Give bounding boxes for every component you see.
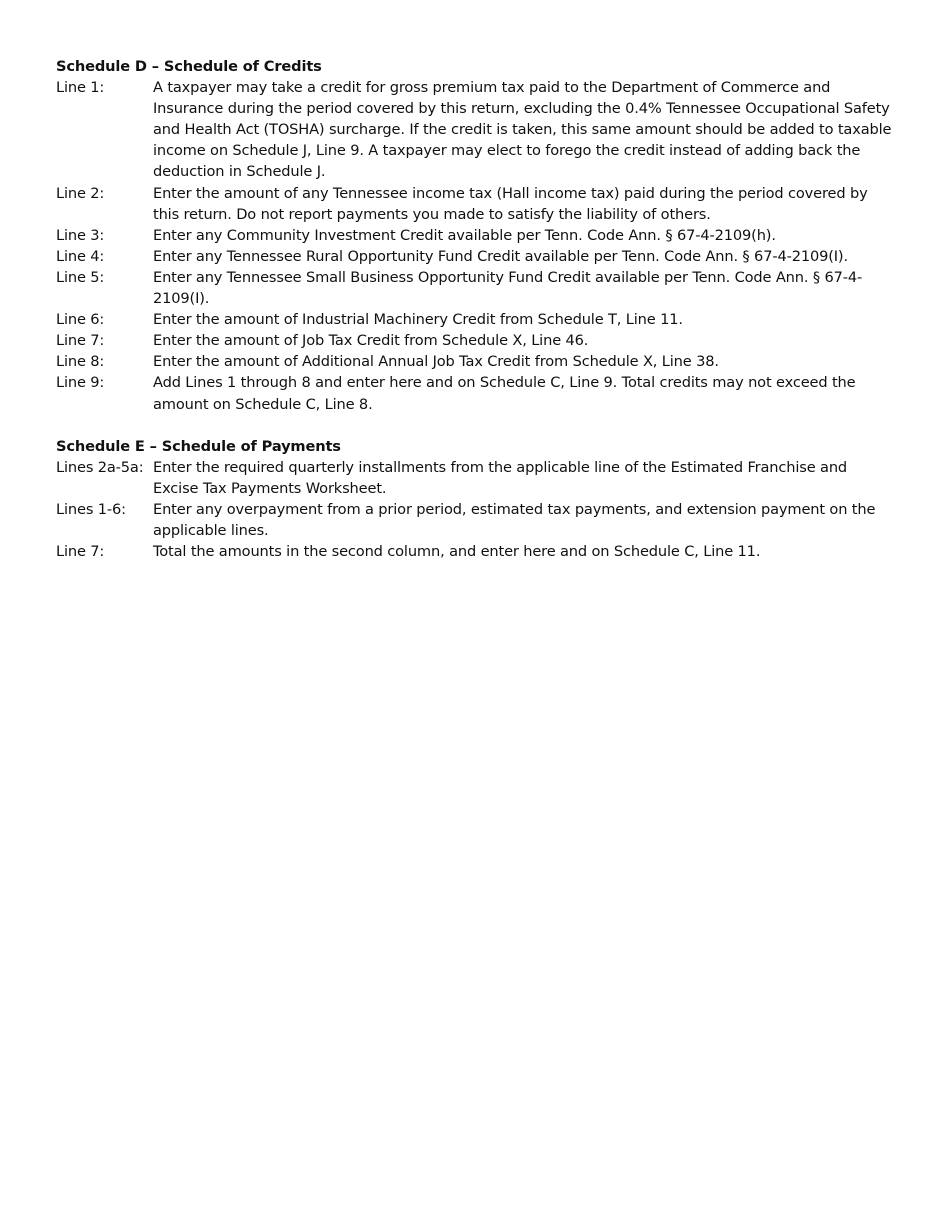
line-description: Total the amounts in the second column, and enter here and on Schedule C, Line 11. — [153, 543, 761, 561]
line-description: Enter any Tennessee Rural Opportunity Fund Credit available per Tenn. Code Ann. § 67-4-2109(I). — [153, 247, 848, 265]
schedule-d-line-1 — [56, 77, 896, 182]
line-description: Enter the amount of Industrial Machinery Credit from Schedule T, Line 11. — [153, 311, 683, 329]
line-label: Line 8: — [56, 353, 105, 371]
line-label: Lines 2a-5a: — [56, 458, 144, 476]
line-description: Enter any overpayment from a prior period, estimated tax payments, and extension payment on the applicable lines. — [153, 500, 876, 539]
line-description: Enter the amount of any Tennessee income tax (Hall income tax) paid during the period covered by this return. Do not report payments you made to satisfy the liability of others. — [153, 184, 868, 223]
schedule-d-line-8 — [56, 351, 896, 372]
line-description: A taxpayer may take a credit for gross premium tax paid to the Department of Commerce and Insurance during the period covered by this return, excluding the 0.4% Tennessee Occupational Safety and Health Act (TOSHA) surcharge. If the credit is taken, this same amount should be added to taxable income on Schedule J, Line 9. A taxpayer may elect to forego the credit instead of adding back the deduction in Schedule J. — [153, 79, 892, 181]
schedule-e-lines-2a-5a — [56, 457, 896, 499]
schedule-d-section — [56, 56, 896, 415]
schedule-d-line-3 — [56, 225, 896, 246]
line-description: Enter any Community Investment Credit available per Tenn. Code Ann. § 67-4-2109(h). — [153, 226, 776, 244]
line-label: Line 1: — [56, 79, 105, 97]
line-description: Enter the amount of Job Tax Credit from Schedule X, Line 46. — [153, 332, 589, 350]
line-label: Line 2: — [56, 184, 105, 202]
line-description: Add Lines 1 through 8 and enter here and on Schedule C, Line 9. Total credits may not exceed the amount on Schedule C, Line 8. — [153, 374, 856, 413]
schedule-d-line-4 — [56, 246, 896, 267]
line-label: Lines 1-6: — [56, 500, 126, 518]
line-label: Line 3: — [56, 226, 105, 244]
line-description: Enter the amount of Additional Annual Job Tax Credit from Schedule X, Line 38. — [153, 353, 719, 371]
schedule-d-line-7 — [56, 330, 896, 351]
schedule-d-line-9 — [56, 372, 896, 414]
line-description: Enter the required quarterly installments from the applicable line of the Estimated Franchise and Excise Tax Payments Worksheet. — [153, 458, 848, 497]
schedule-d-line-6 — [56, 309, 896, 330]
instructions-page — [56, 56, 896, 562]
schedule-e-lines-1-6 — [56, 499, 896, 541]
schedule-d-line-2 — [56, 183, 896, 225]
line-label: Line 7: — [56, 543, 105, 561]
schedule-e-line-7 — [56, 541, 896, 562]
line-label: Line 4: — [56, 247, 105, 265]
line-label: Line 7: — [56, 332, 105, 350]
schedule-e-title: Schedule E – Schedule of Payments — [56, 437, 341, 455]
line-description: Enter any Tennessee Small Business Opportunity Fund Credit available per Tenn. Code Ann. § 67-4-2109(I). — [153, 268, 863, 308]
line-label: Line 6: — [56, 311, 105, 329]
schedule-d-line-5 — [56, 267, 896, 309]
schedule-e-section — [56, 436, 896, 563]
line-label: Line 5: — [56, 268, 105, 286]
schedule-d-title: Schedule D – Schedule of Credits — [56, 58, 322, 75]
line-label: Line 9: — [56, 374, 105, 392]
